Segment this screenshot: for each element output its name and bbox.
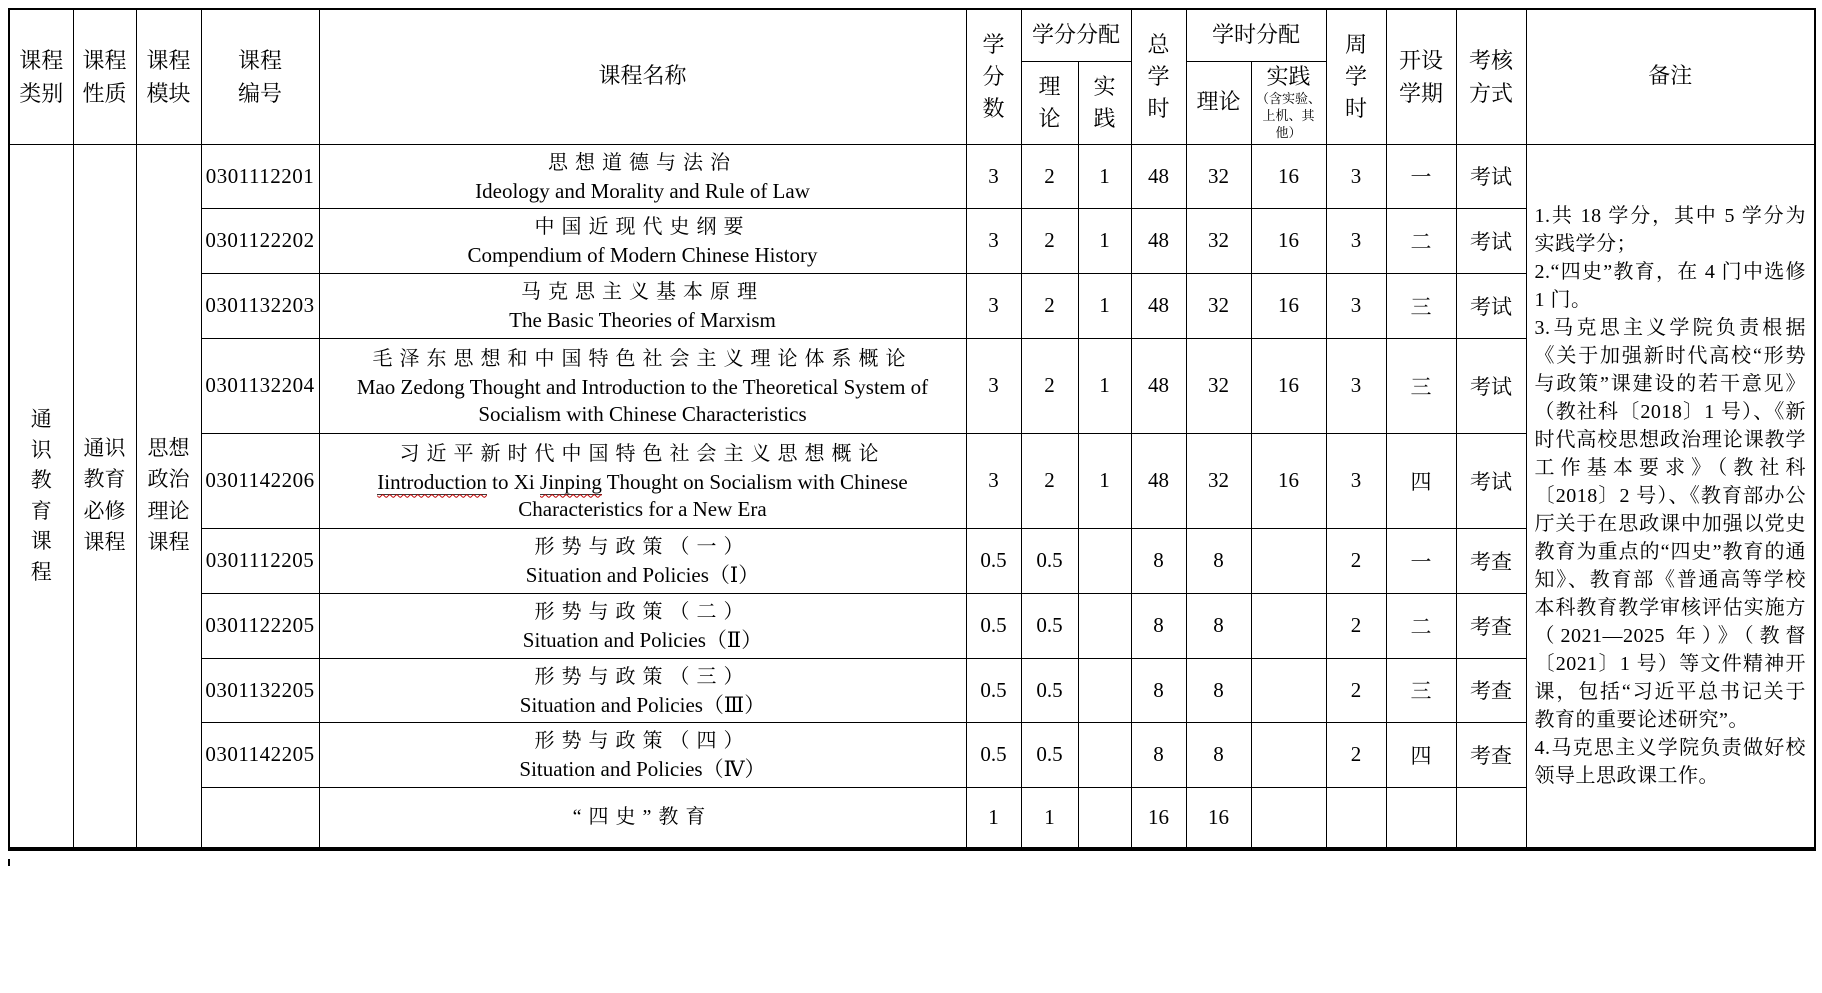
table-body — [9, 144, 1815, 849]
weekly-cell: 2 — [1326, 528, 1386, 593]
weekly-cell — [1326, 787, 1386, 849]
credits-cell: 3 — [966, 338, 1021, 433]
semester-cell: 四 — [1386, 722, 1456, 787]
hours-theory-cell: 32 — [1186, 208, 1251, 273]
col-header-remarks-label: 备注 — [1648, 63, 1693, 89]
hours-theory-cell: 32 — [1186, 144, 1251, 208]
course-name-en: Situation and Policies（Ⅳ） — [519, 757, 766, 782]
assessment-cell: 考试 — [1456, 338, 1526, 433]
merged-nature-cell — [73, 144, 136, 849]
total-hours-cell: 48 — [1131, 208, 1186, 273]
course-name-en: The Basic Theories of Marxism — [509, 308, 776, 333]
credit-theory-cell: 2 — [1021, 273, 1078, 338]
col-header-category-label: 课程类别 — [19, 47, 64, 106]
total-hours-cell: 48 — [1131, 433, 1186, 528]
course-name-cell — [319, 273, 966, 338]
total-hours-cell: 48 — [1131, 273, 1186, 338]
col-header-hour-practice — [1251, 61, 1326, 144]
nature-label: 通识教育必修课程 — [83, 435, 126, 555]
col-header-nature — [73, 9, 136, 144]
table-header — [9, 9, 1815, 144]
course-code-cell: 0301132205 — [201, 658, 319, 722]
hours-practice-cell: 16 — [1251, 338, 1326, 433]
hours-theory-cell: 8 — [1186, 528, 1251, 593]
course-name-en: Situation and Policies（Ⅲ） — [519, 692, 766, 717]
assessment-cell: 考试 — [1456, 433, 1526, 528]
course-code-cell: 0301122205 — [201, 593, 319, 658]
credits-cell: 3 — [966, 433, 1021, 528]
total-hours-cell: 16 — [1131, 787, 1186, 849]
course-name-cell — [319, 528, 966, 593]
course-name-en: Situation and Policies（Ⅱ） — [522, 628, 763, 653]
total-hours-cell: 8 — [1131, 722, 1186, 787]
remarks-cell — [1526, 144, 1815, 849]
col-header-total-hours — [1131, 9, 1186, 144]
assessment-cell: 考试 — [1456, 273, 1526, 338]
assessment-cell — [1456, 787, 1526, 849]
header-row-1 — [9, 9, 1815, 61]
semester-cell: 三 — [1386, 273, 1456, 338]
col-header-total-hours-label: 总学时 — [1147, 31, 1170, 121]
credit-theory-cell: 0.5 — [1021, 722, 1078, 787]
credit-practice-cell: 1 — [1078, 433, 1131, 528]
col-header-hour-dist-label: 学时分配 — [1212, 21, 1301, 47]
hours-practice-cell: 16 — [1251, 273, 1326, 338]
semester-cell: 三 — [1386, 338, 1456, 433]
curriculum-table — [8, 8, 1816, 851]
weekly-cell: 2 — [1326, 593, 1386, 658]
course-name-zh: 毛泽东思想和中国特色社会主义理论体系概论 — [372, 348, 913, 371]
course-name-cell — [319, 787, 966, 849]
weekly-cell: 2 — [1326, 722, 1386, 787]
course-name-zh: 思想道德与法治 — [548, 151, 737, 174]
remark-line: 2.“四史”教育，在 4 门中选修 1 门。 — [1534, 260, 1807, 311]
col-header-credits — [966, 9, 1021, 144]
course-name-cell — [319, 208, 966, 273]
hours-practice-cell — [1251, 722, 1326, 787]
credit-theory-cell: 2 — [1021, 433, 1078, 528]
credit-practice-cell — [1078, 722, 1131, 787]
hours-practice-cell — [1251, 593, 1326, 658]
col-header-credit-practice-label: 实践 — [1093, 73, 1116, 131]
weekly-cell: 3 — [1326, 208, 1386, 273]
course-name-zh: 中国近现代史纲要 — [534, 216, 751, 239]
remark-line: 4.马克思主义学院负责做好校领导上思政课工作。 — [1534, 736, 1807, 787]
course-name-cell — [319, 722, 966, 787]
course-code-cell: 0301132204 — [201, 338, 319, 433]
course-name-zh: 马克思主义基本原理 — [521, 281, 764, 304]
col-header-hour-practice-label: 实践 — [1266, 63, 1311, 89]
course-name-en: Mao Zedong Thought and Introduction to the Theoretical System of Socialism with Chinese Characteristics — [356, 375, 929, 426]
credit-practice-cell: 1 — [1078, 338, 1131, 433]
col-header-hour-theory-label: 理论 — [1196, 89, 1241, 115]
module-label: 思想政治理论课程 — [147, 435, 190, 555]
course-name-zh: 形势与政策（三） — [534, 665, 751, 688]
credits-cell: 0.5 — [966, 593, 1021, 658]
hours-practice-cell: 16 — [1251, 433, 1326, 528]
hours-practice-cell: 16 — [1251, 208, 1326, 273]
course-name-zh: 形势与政策（一） — [534, 536, 751, 559]
col-header-credit-theory — [1021, 61, 1078, 144]
credit-practice-cell: 1 — [1078, 208, 1131, 273]
merged-category-cell — [9, 144, 73, 849]
credit-practice-cell — [1078, 658, 1131, 722]
total-hours-cell: 8 — [1131, 593, 1186, 658]
spellcheck-underline: Jinping — [540, 470, 602, 495]
course-code-cell: 0301112205 — [201, 528, 319, 593]
semester-cell: 二 — [1386, 208, 1456, 273]
credits-cell: 1 — [966, 787, 1021, 849]
table-continuation-mark — [8, 859, 10, 866]
col-header-weekly-label: 周学时 — [1345, 31, 1368, 121]
credit-theory-cell: 0.5 — [1021, 528, 1078, 593]
course-code-cell: 0301132203 — [201, 273, 319, 338]
total-hours-cell: 48 — [1131, 338, 1186, 433]
hours-theory-cell: 8 — [1186, 593, 1251, 658]
course-code-cell: 0301142205 — [201, 722, 319, 787]
total-hours-cell: 8 — [1131, 658, 1186, 722]
col-header-hour-dist — [1186, 9, 1326, 61]
assessment-cell: 考试 — [1456, 208, 1526, 273]
assessment-cell: 考查 — [1456, 593, 1526, 658]
col-header-credit-dist — [1021, 9, 1131, 61]
credit-theory-cell: 0.5 — [1021, 658, 1078, 722]
course-name-en: Ideology and Morality and Rule of Law — [475, 178, 810, 203]
course-name-en: Iintroduction to Xi Jinping Thought on Socialism with Chinese Characteristics for a New Era — [377, 470, 908, 521]
hours-theory-cell: 8 — [1186, 658, 1251, 722]
semester-cell: 一 — [1386, 528, 1456, 593]
course-name-cell — [319, 433, 966, 528]
course-row — [9, 144, 1815, 208]
weekly-cell: 2 — [1326, 658, 1386, 722]
col-header-semester-label: 开设学期 — [1399, 47, 1444, 106]
credit-practice-cell — [1078, 593, 1131, 658]
assessment-cell: 考查 — [1456, 528, 1526, 593]
credit-theory-cell: 2 — [1021, 144, 1078, 208]
credit-practice-cell — [1078, 787, 1131, 849]
hours-practice-cell — [1251, 658, 1326, 722]
curriculum-sheet — [8, 8, 1816, 851]
hours-practice-cell — [1251, 528, 1326, 593]
credit-theory-cell: 1 — [1021, 787, 1078, 849]
credit-practice-cell — [1078, 528, 1131, 593]
course-code-cell: 0301122202 — [201, 208, 319, 273]
credit-theory-cell: 2 — [1021, 208, 1078, 273]
course-name-zh: 习近平新时代中国特色社会主义思想概论 — [399, 443, 886, 466]
course-code-cell: 0301112201 — [201, 144, 319, 208]
col-header-semester — [1386, 9, 1456, 144]
credits-cell: 3 — [966, 144, 1021, 208]
col-header-code-label: 课程编号 — [237, 47, 282, 106]
course-name-en: Situation and Policies（Ⅰ） — [525, 563, 760, 588]
semester-cell — [1386, 787, 1456, 849]
weekly-cell: 3 — [1326, 433, 1386, 528]
remark-line: 1.共 18 学分，其中 5 学分为实践学分； — [1534, 204, 1807, 255]
credits-cell: 0.5 — [966, 528, 1021, 593]
col-header-weekly — [1326, 9, 1386, 144]
weekly-cell: 3 — [1326, 338, 1386, 433]
assessment-cell: 考试 — [1456, 144, 1526, 208]
credit-theory-cell: 2 — [1021, 338, 1078, 433]
weekly-cell: 3 — [1326, 144, 1386, 208]
credit-theory-cell: 0.5 — [1021, 593, 1078, 658]
credits-cell: 3 — [966, 273, 1021, 338]
col-header-hour-practice-note: （含实验、上机、其他） — [1256, 91, 1322, 141]
semester-cell: 二 — [1386, 593, 1456, 658]
total-hours-cell: 8 — [1131, 528, 1186, 593]
weekly-cell: 3 — [1326, 273, 1386, 338]
col-header-name — [319, 9, 966, 144]
credits-cell: 0.5 — [966, 722, 1021, 787]
col-header-category — [9, 9, 73, 144]
semester-cell: 三 — [1386, 658, 1456, 722]
hours-theory-cell: 8 — [1186, 722, 1251, 787]
credits-cell: 3 — [966, 208, 1021, 273]
semester-cell: 四 — [1386, 433, 1456, 528]
col-header-code — [201, 9, 319, 144]
course-name-cell — [319, 338, 966, 433]
course-name-zh: 形势与政策（四） — [534, 730, 751, 753]
merged-module-cell — [136, 144, 201, 849]
course-name-cell — [319, 658, 966, 722]
assessment-cell: 考查 — [1456, 658, 1526, 722]
col-header-credit-theory-label: 理论 — [1038, 73, 1061, 131]
semester-cell: 一 — [1386, 144, 1456, 208]
col-header-credit-practice — [1078, 61, 1131, 144]
hours-theory-cell: 32 — [1186, 273, 1251, 338]
remark-line: 3.马克思主义学院负责根据《关于加强新时代高校“形势与政策”课建设的若干意见》（教社科〔2018〕1 号）、《新时代高校思想政治理论课教学工作基本要求》（教社科〔2018〕2 号）、《教育部办公厅关于在思政课中加强以党史教育为重点的“四史”教育的通知》、教育部《普通高等学校本科教育教学审核评估实施方（2021—2025 年）》（教督〔2021〕1 号）等文件精神开课，包括“习近平总书记关于教育的重要论述研究”。 — [1534, 316, 1807, 731]
col-header-name-label: 课程名称 — [598, 63, 687, 89]
col-header-remarks — [1526, 9, 1815, 144]
remarks-text — [1529, 202, 1813, 790]
course-name-cell — [319, 144, 966, 208]
hours-practice-cell — [1251, 787, 1326, 849]
course-code-cell — [201, 787, 319, 849]
col-header-assessment — [1456, 9, 1526, 144]
col-header-credit-dist-label: 学分分配 — [1032, 21, 1121, 47]
total-hours-cell: 48 — [1131, 144, 1186, 208]
credits-cell: 0.5 — [966, 658, 1021, 722]
hours-theory-cell: 16 — [1186, 787, 1251, 849]
course-name-zh: “四史”教育 — [572, 806, 713, 829]
credit-practice-cell: 1 — [1078, 144, 1131, 208]
spellcheck-underline: Iintroduction — [377, 470, 487, 495]
hours-theory-cell: 32 — [1186, 338, 1251, 433]
col-header-credits-label: 学分数 — [982, 31, 1005, 121]
course-name-cell — [319, 593, 966, 658]
col-header-module-label: 课程模块 — [146, 47, 191, 106]
course-name-zh: 形势与政策（二） — [534, 601, 751, 624]
hours-theory-cell: 32 — [1186, 433, 1251, 528]
col-header-assessment-label: 考核方式 — [1469, 47, 1514, 106]
col-header-hour-theory — [1186, 61, 1251, 144]
hours-practice-cell: 16 — [1251, 144, 1326, 208]
assessment-cell: 考查 — [1456, 722, 1526, 787]
credit-practice-cell: 1 — [1078, 273, 1131, 338]
col-header-module — [136, 9, 201, 144]
course-code-cell: 0301142206 — [201, 433, 319, 528]
category-label: 通识教育课程 — [30, 407, 52, 584]
course-name-en: Compendium of Modern Chinese History — [467, 243, 818, 268]
col-header-nature-label: 课程性质 — [82, 47, 127, 106]
